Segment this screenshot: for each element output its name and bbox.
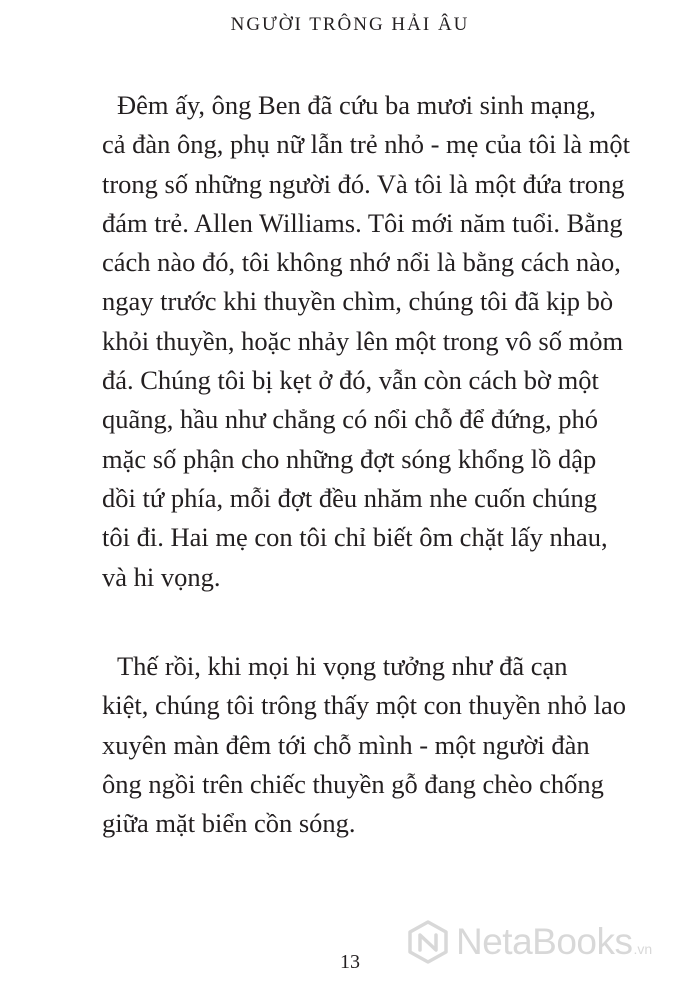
text-line: và hi vọng.	[102, 561, 221, 592]
text-line: đám trẻ. Allen Williams. Tôi mới năm tuổi. Bằng	[102, 207, 623, 238]
watermark-text: NetaBooks	[456, 921, 633, 962]
text-line: cách nào đó, tôi không nhớ nổi là bằng cách nào,	[102, 247, 621, 278]
text-line: Đêm ấy, ông Ben đã cứu ba mươi sinh mạng,	[117, 90, 596, 120]
text-line: ngay trước khi thuyền chìm, chúng tôi đã kịp bò	[102, 286, 614, 317]
text-line: mặc số phận cho những đợt sóng khổng lồ dập	[102, 443, 597, 474]
text-line: quãng, hầu như chẳng có nổi chỗ để đứng, phó	[102, 404, 599, 435]
paragraph	[102, 647, 627, 843]
text-line: Thế rồi, khi mọi hi vọng tưởng như đã cạn	[117, 651, 568, 681]
watermark-suffix: .vn	[633, 941, 653, 957]
text-line: cả đàn ông, phụ nữ lẫn trẻ nhỏ - mẹ của tôi là một	[102, 129, 631, 160]
text-line: đá. Chúng tôi bị kẹt ở đó, vẫn còn cách bờ một	[102, 365, 599, 396]
netabooks-logo-icon	[406, 920, 450, 964]
text-line: tôi đi. Hai mẹ con tôi chỉ biết ôm chặt lấy nhau,	[102, 522, 608, 553]
running-header: NGƯỜI TRÔNG HẢI ÂU	[230, 14, 470, 35]
page-number: 13	[340, 951, 360, 973]
text-line: ông ngồi trên chiếc thuyền gỗ đang chèo chống	[102, 768, 604, 799]
watermark	[406, 919, 652, 965]
text-line: xuyên màn đêm tới chỗ mình - một người đàn	[102, 729, 590, 760]
text-line: khỏi thuyền, hoặc nhảy lên một trong vô số mỏm	[102, 325, 624, 356]
text-line: trong số những người đó. Và tôi là một đứa trong	[102, 168, 625, 199]
text-line: dồi tứ phía, mỗi đợt đều nhăm nhe cuốn chúng	[102, 482, 597, 513]
paragraph	[102, 86, 631, 597]
text-line: kiệt, chúng tôi trông thấy một con thuyền nhỏ lao	[102, 690, 627, 721]
text-line: giữa mặt biển cồn sóng.	[102, 808, 356, 839]
